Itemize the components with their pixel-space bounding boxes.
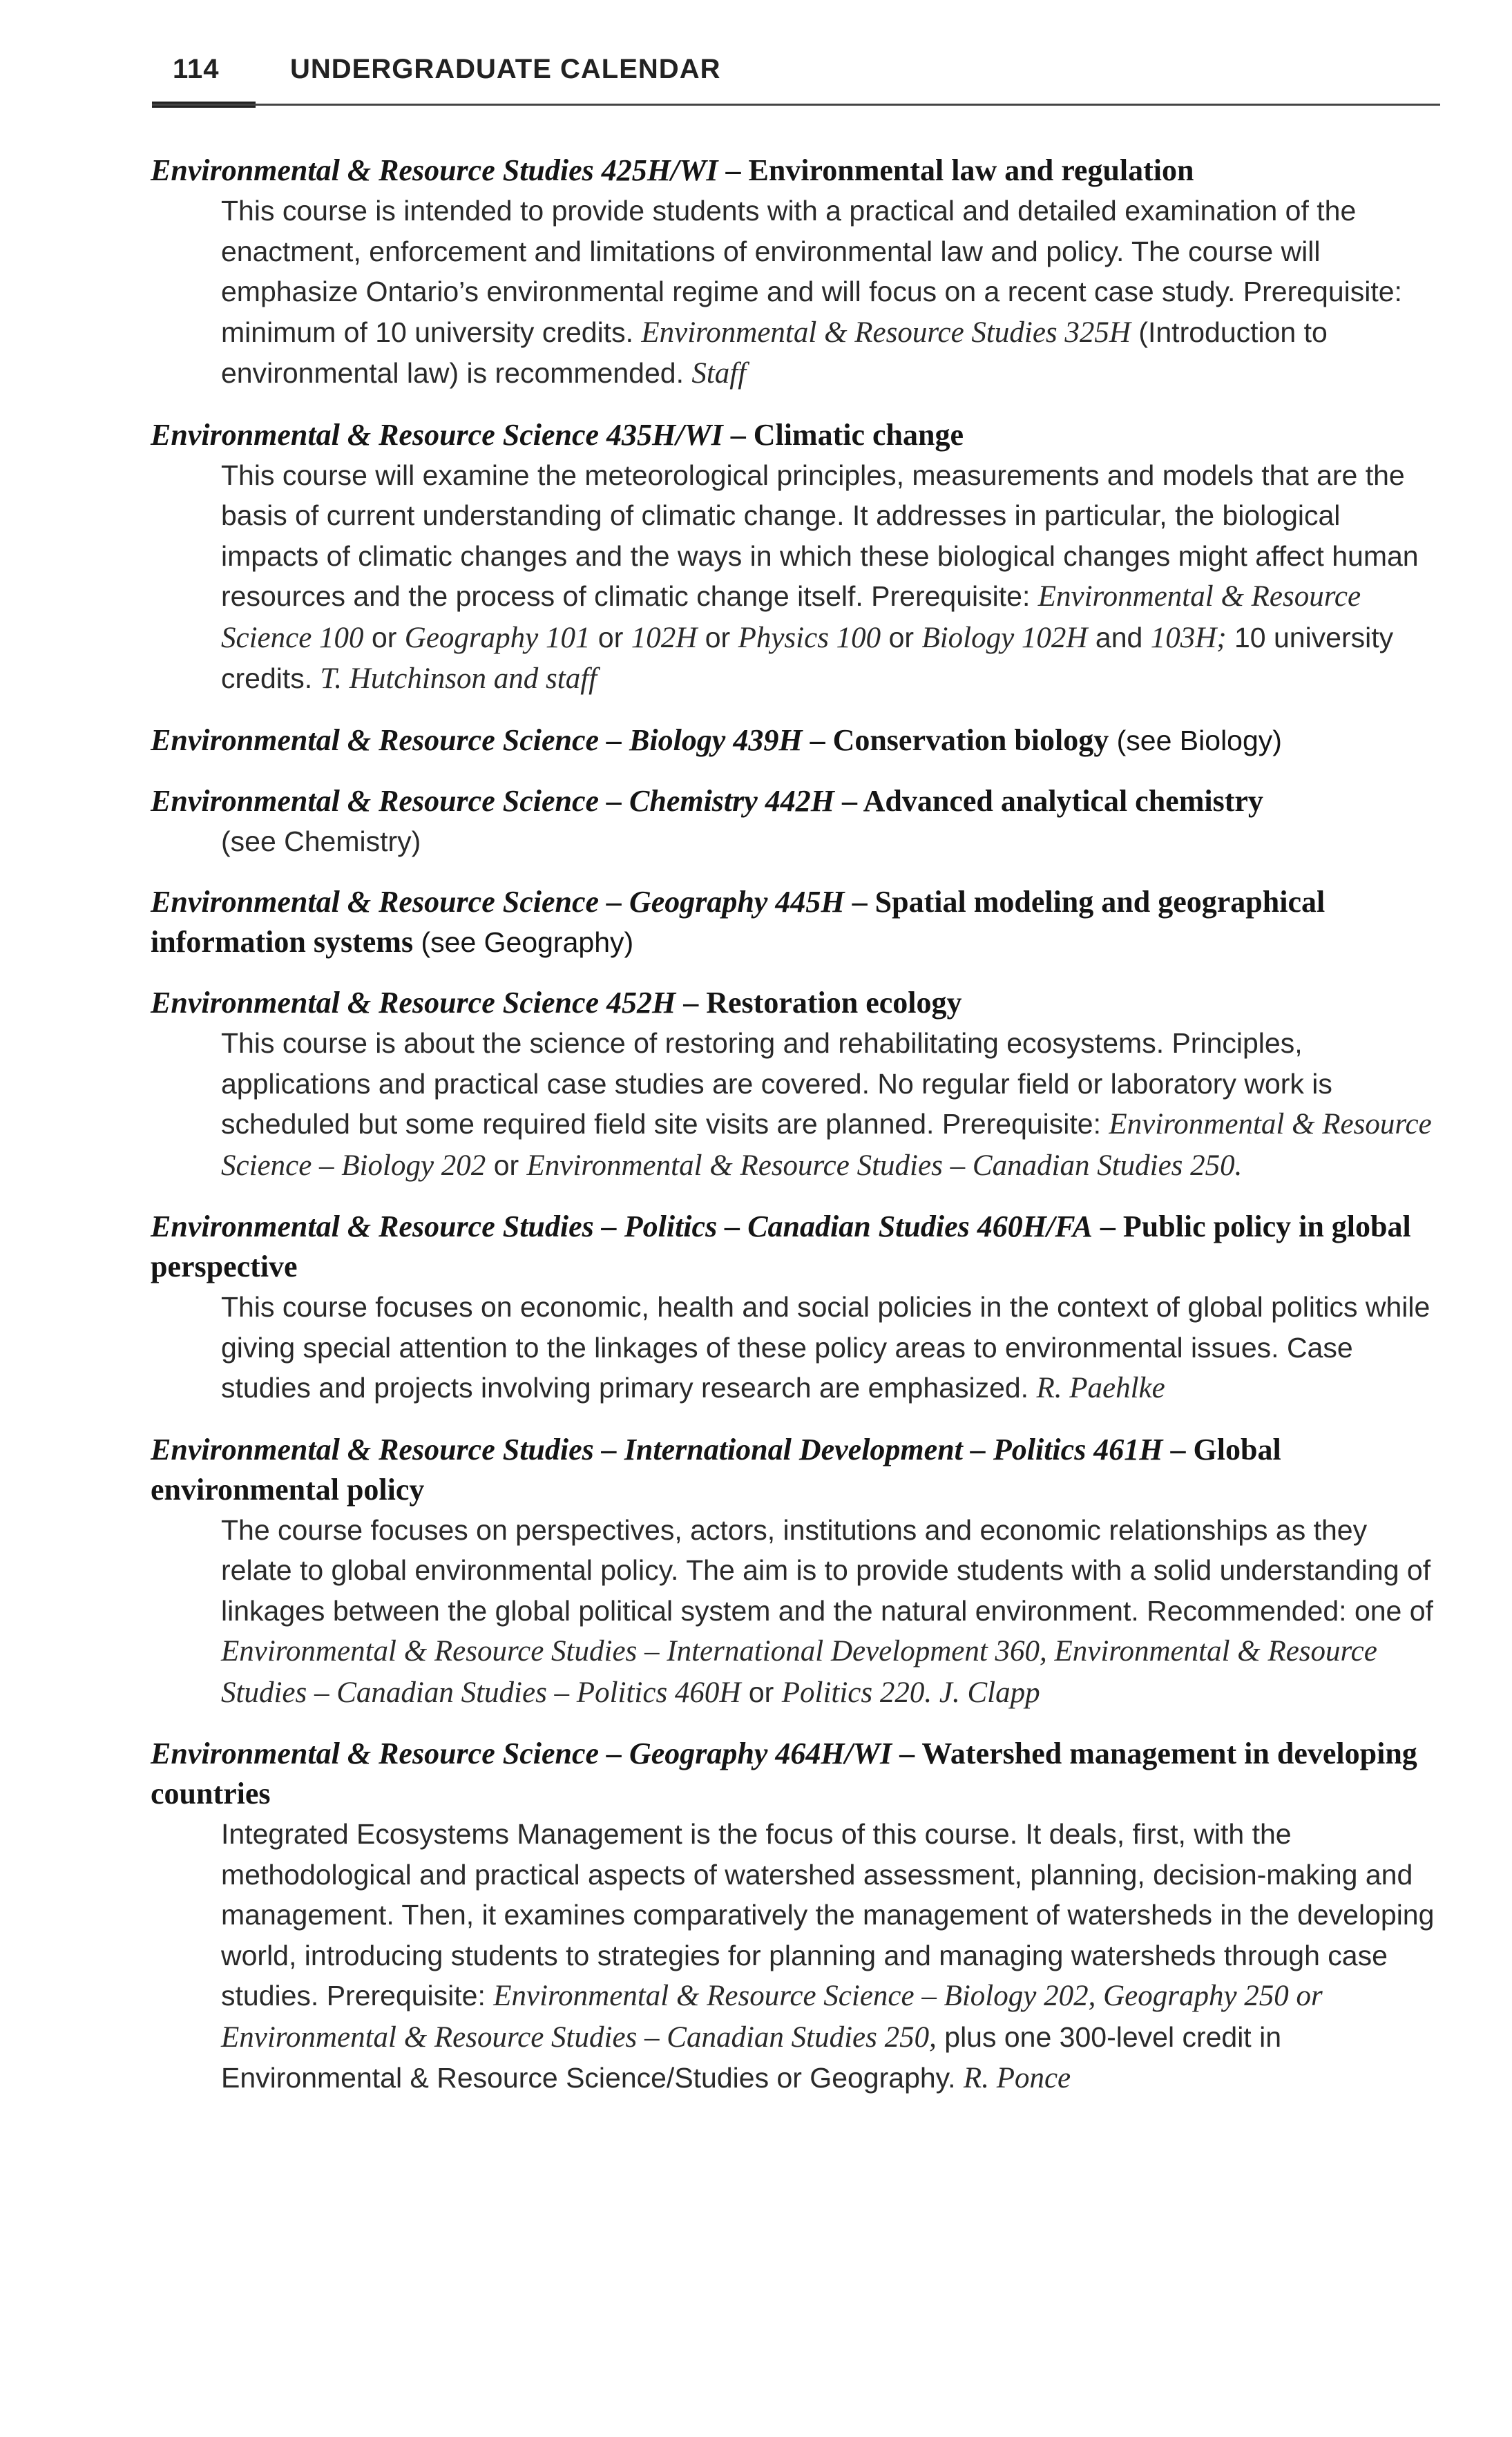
course-title: Climatic change — [753, 417, 964, 452]
course-entry — [151, 1430, 1442, 1714]
course-separator: – — [802, 723, 833, 757]
course-separator: – — [722, 417, 754, 452]
course-entry — [151, 151, 1442, 394]
description-text: 10 university credits. — [221, 621, 1394, 694]
course-code: Environmental & Resource Studies – International Development – Politics 461H — [151, 1432, 1163, 1466]
description-text: This course is intended to provide students with a practical and detailed examination of the enactment, enforcement and limitations of environmental law and policy. The course will emphasize Ontario’s environmental regime and will focus on a recent case study. Prerequisite: minimum of 10 university credits. — [221, 195, 1402, 348]
course-title: Conservation biology — [832, 723, 1109, 757]
description-text: This course is about the science of restoring and rehabilitating ecosystems. Principles, applications and practical case studies are covered. No regular field or laboratory work is scheduled but some required field site visits are planned. Prerequisite: — [221, 1027, 1332, 1140]
description-italic-text: Environmental & Resource Studies – Canadian Studies 250. — [526, 1149, 1243, 1182]
description-italic-text: 102H — [631, 621, 698, 654]
course-code: Environmental & Resource Studies – Politics – Canadian Studies 460H/FA — [151, 1210, 1093, 1243]
description-italic-text: Environmental & Resource Studies – International Development 360, Environmental & Resource Studies – Canadian Studies – Politics 460H — [221, 1635, 1377, 1709]
course-separator: – — [676, 986, 707, 1020]
course-entry — [151, 781, 1442, 862]
course-title: Public policy in global perspective — [151, 1210, 1411, 1283]
description-italic-text: Staff — [691, 357, 747, 390]
course-title: Advanced analytical chemistry — [863, 783, 1263, 818]
description-text: This course will examine the meteorological principles, measurements and models that are the basis of current understanding of climatic change. It addresses in particular, the biological impacts of climatic changes and the ways in which these biological changes might affect human resources and the process of climatic change itself. Prerequisite: — [221, 459, 1419, 612]
course-heading — [151, 1734, 1442, 1814]
course-separator: – — [718, 153, 749, 187]
description-italic-text: Environmental & Resource Science 100 — [221, 580, 1361, 654]
description-italic-text: Environmental & Resource Studies 325H — [641, 316, 1131, 349]
course-code: Environmental & Resource Science – Biology 439H — [151, 723, 803, 757]
description-italic-text: Environmental & Resource Science – Biology 202, Geography 250 or Environmental & Resource Studies – Canadian Studies 250, — [221, 1980, 1323, 2054]
description-italic-text: Environmental & Resource Science – Biology 202 — [221, 1108, 1432, 1182]
description-text: This course focuses on economic, health and social policies in the context of global politics while giving special attention to the linkages of these policy areas to environmental issues. Case studies and projects involving primary research are emphasized. — [221, 1291, 1430, 1404]
course-separator: – — [1092, 1210, 1123, 1243]
description-italic-text: R. Paehlke — [1036, 1372, 1165, 1404]
course-heading — [151, 882, 1442, 962]
course-code: Environmental & Resource Science 435H/WI — [151, 417, 723, 452]
header-rule — [152, 104, 1440, 106]
description-text: and — [1087, 621, 1151, 653]
description-text: or — [881, 621, 922, 653]
description-text: or — [740, 1676, 782, 1708]
course-separator: – — [844, 885, 875, 919]
description-italic-text: 103H; — [1150, 621, 1227, 654]
course-code: Environmental & Resource Studies 425H/WI — [151, 153, 718, 187]
course-title: Watershed management in developing countries — [151, 1737, 1417, 1810]
description-italic-text: Politics 220. J. Clapp — [781, 1676, 1040, 1709]
course-heading — [151, 781, 1442, 821]
course-separator: – — [834, 783, 863, 818]
course-code: Environmental & Resource Science – Geography 464H/WI — [151, 1737, 892, 1770]
course-description — [221, 1814, 1442, 2099]
course-description — [221, 1287, 1442, 1409]
description-text: The course focuses on perspectives, actors, institutions and economic relationships as they relate to global environmental policy. The aim is to provide students with a solid understanding of linkages between the global political system and the natural environment. Recommended: one of — [221, 1513, 1433, 1627]
course-title: Spatial modeling and geographical information systems — [151, 885, 1326, 959]
course-code: Environmental & Resource Science – Geography 445H — [151, 885, 845, 919]
course-code: Environmental & Resource Science 452H — [151, 986, 676, 1020]
course-code: Environmental & Resource Science – Chemistry 442H — [151, 783, 835, 818]
course-cross-reference: (see Biology) — [1109, 724, 1282, 756]
course-entry — [151, 720, 1442, 761]
course-description — [221, 821, 1442, 862]
course-description — [221, 1510, 1442, 1714]
course-heading — [151, 415, 1442, 455]
description-italic-text: R. Ponce — [963, 2062, 1071, 2094]
course-description — [221, 191, 1442, 394]
course-list — [151, 151, 1442, 2120]
course-separator: – — [892, 1737, 922, 1770]
course-heading — [151, 983, 1442, 1023]
course-description — [221, 1023, 1442, 1186]
course-description — [221, 455, 1442, 700]
course-separator: – — [1162, 1432, 1194, 1466]
course-entry — [151, 415, 1442, 700]
description-italic-text: Biology 102H — [921, 621, 1088, 654]
course-heading — [151, 151, 1442, 191]
course-entry — [151, 1734, 1442, 2099]
description-text: or — [590, 621, 631, 653]
description-text: plus one 300-level credit in Environmental & Resource Science/Studies or Geography. — [221, 2020, 1282, 2094]
description-text: Integrated Ecosystems Management is the focus of this course. It deals, first, with the methodological and practical aspects of watershed assessment, planning, decision-making and management. Then, it examines comparatively the management of watersheds in the developing world, introducing students to strategies for planning and managing watersheds through case studies. Prerequisite: — [221, 1818, 1435, 2011]
course-entry — [151, 1207, 1442, 1409]
description-text: or — [697, 621, 738, 653]
course-heading — [151, 1430, 1442, 1510]
course-title: Restoration ecology — [706, 986, 962, 1020]
course-title: Environmental law and regulation — [748, 153, 1194, 187]
course-heading — [151, 1207, 1442, 1287]
course-entry — [151, 983, 1442, 1186]
description-italic-text: Geography 101 — [404, 621, 591, 654]
course-title: Global environmental policy — [151, 1432, 1281, 1507]
description-text: or — [363, 621, 405, 653]
description-italic-text: Physics 100 — [738, 621, 881, 654]
description-italic-text: T. Hutchinson and staff — [320, 662, 597, 695]
description-text: (Introduction to environmental law) is recommended. — [221, 316, 1328, 389]
running-head: UNDERGRADUATE CALENDAR — [290, 54, 721, 84]
page-number: 114 — [173, 54, 220, 84]
course-entry — [151, 882, 1442, 962]
page-header — [173, 54, 1444, 95]
description-text: or — [486, 1149, 527, 1181]
description-text: (see Chemistry) — [221, 825, 421, 857]
course-heading — [151, 720, 1442, 761]
course-cross-reference: (see Geography) — [413, 926, 634, 958]
